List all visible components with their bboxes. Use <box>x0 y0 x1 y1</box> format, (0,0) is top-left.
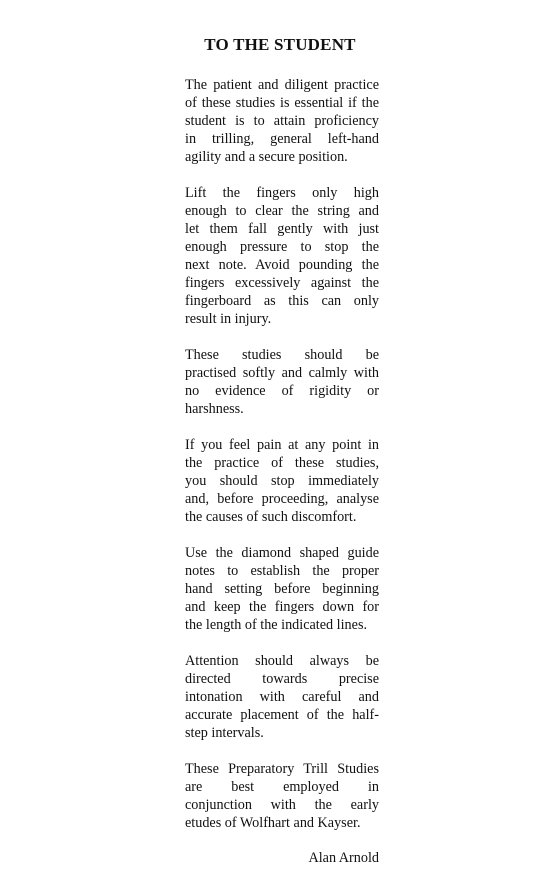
text-line: The patient and diligent practice <box>185 77 379 93</box>
paragraph-guide-notes <box>185 544 379 634</box>
paragraph-pain <box>185 436 379 526</box>
text-line: the practice of these studies, <box>185 455 379 471</box>
text-line: harshness. <box>185 401 244 417</box>
page-title: TO THE STUDENT <box>204 35 356 54</box>
text-line: no evidence of rigidity or <box>185 383 379 399</box>
paragraph-softly <box>185 346 379 418</box>
text-line: and keep the fingers down for <box>185 599 379 615</box>
text-line: etudes of Wolfhart and Kayser. <box>185 815 361 831</box>
text-line: agility and a secure position. <box>185 149 348 165</box>
text-line: you should stop immediately <box>185 473 379 489</box>
author-signature: Alan Arnold <box>308 850 379 866</box>
text-line: the length of the indicated lines. <box>185 617 368 633</box>
body-text <box>185 76 379 850</box>
text-line: accurate placement of the half- <box>185 707 379 723</box>
text-line: fingers excessively against the <box>185 275 379 291</box>
paragraph-intonation <box>185 652 379 742</box>
text-line: notes to establish the proper <box>185 563 379 579</box>
text-line: conjunction with the early <box>185 797 379 813</box>
paragraph-practice <box>185 76 379 166</box>
paragraph-conjunction <box>185 760 379 832</box>
text-line: next note. Avoid pounding the <box>185 257 379 273</box>
paragraph-fingers <box>185 184 379 328</box>
text-line: let them fall gently with just <box>185 221 379 237</box>
text-line: Attention should always be <box>185 653 379 669</box>
text-line: Lift the fingers only high <box>185 185 379 201</box>
text-line: Use the diamond shaped guide <box>185 545 379 561</box>
text-line: of these studies is essential if the <box>185 95 379 111</box>
text-line: and, before proceeding, analyse <box>185 491 379 507</box>
text-line: hand setting before beginning <box>185 581 379 597</box>
text-line: result in injury. <box>185 311 272 327</box>
text-line: fingerboard as this can only <box>185 293 379 309</box>
text-line: enough pressure to stop the <box>185 239 379 255</box>
text-line: in trilling, general left-hand <box>185 131 379 147</box>
text-line: These Preparatory Trill Studies <box>185 761 379 777</box>
text-line: are best employed in <box>185 779 379 795</box>
text-line: the causes of such discomfort. <box>185 509 357 525</box>
text-line: If you feel pain at any point in <box>185 437 379 453</box>
text-line: enough to clear the string and <box>185 203 379 219</box>
text-line: student is to attain proficiency <box>185 113 379 129</box>
text-line: intonation with careful and <box>185 689 379 705</box>
text-line: directed towards precise <box>185 671 379 687</box>
text-line: practised softly and calmly with <box>185 365 379 381</box>
text-line: These studies should be <box>185 347 379 363</box>
text-line: step intervals. <box>185 725 264 741</box>
